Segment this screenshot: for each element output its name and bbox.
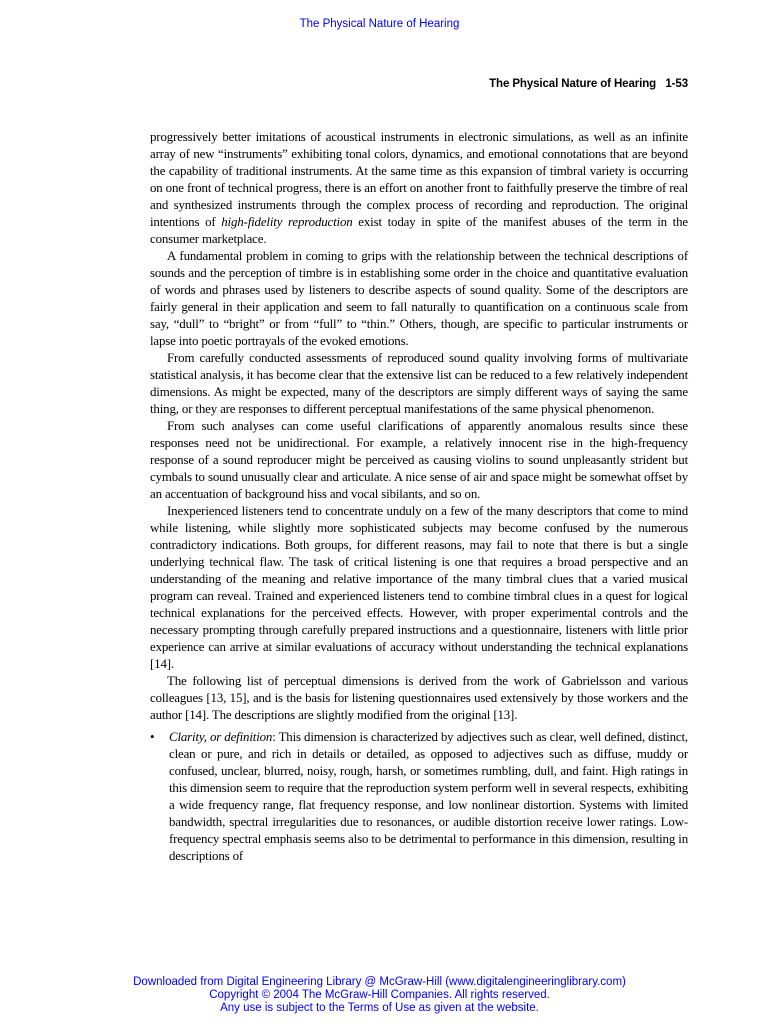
- footer-notice: [0, 976, 759, 1015]
- paragraph-3: From carefully conducted assessments of reproduced sound quality involving forms of multivariate statistical analysis, it has become clear that the extensive list can be reduced to a few relatively independent dimensions. As might be expected, many of the descriptors are simply different ways of saying the same thing, or they are responses to different perceptual manifestations of the same physical phenomenon.: [150, 351, 689, 416]
- page-body: [150, 129, 688, 865]
- list-item-term: Clarity, or definition: [169, 730, 273, 744]
- list-item-clarity: [150, 729, 688, 865]
- paragraph-2: A fundamental problem in coming to grips with the relationship between the technical descriptions of sounds and the perception of timbre is in establishing some order in the choice and quantitative evaluation of words and phrases used by listeners to describe aspects of sound quality. Some of the descriptors are fairly general in their application and seem to fall naturally to quantification on a continuous scale from say, “dull” to “bright” or from “full” to “thin.” Others, though, are specific to particular instruments or lapse into poetic portrayals of the evoked emotions.: [150, 249, 688, 348]
- perceptual-dimensions-list: [150, 729, 688, 865]
- paragraph-1-emphasis: high-fidelity reproduction: [221, 215, 353, 229]
- paragraph-5: Inexperienced listeners tend to concentrate unduly on a few of the many descriptors that come to mind while listening, while slightly more sophisticated subjects may become confused by the numerous contradictory indications. Both groups, for different reasons, may fail to note that there is but a single underlying technical flaw. The task of critical listening is one that requires a broad perspective and an understanding of the meaning and relative importance of the many timbral clues that a varied musical program can reveal. Trained and experienced listeners tend to combine timbral clues in a quest for logical technical explanations for the perceived effects. However, with proper experimental controls and the necessary prompting through carefully prepared instructions and a questionnaire, listeners with little prior experience can arrive at similar evaluations of accuracy without understanding the technical explanations [14].: [150, 504, 688, 671]
- paragraph-1-text-a: progressively better imitations of acoustical instruments in electronic simulations, as well as an infinite array of new “instruments” exhibiting tonal colors, dynamics, and emotional connotations that are beyond the capability of traditional instruments. At the same time as this expansion of timbral variety is occurring on one front of technical progress, there is an effort on another front to faithfully preserve the timbre of real and synthesized instruments through the complex process of recording and reproduction. The original intentions of: [150, 130, 688, 229]
- list-item-text: : This dimension is characterized by adjectives such as clear, well defined, distinct, clean or pure, and rich in details or detailed, as opposed to adjectives such as diffuse, muddy or confused, unclear, blurred, noisy, rough, harsh, or sometimes rumbling, dull, and faint. High ratings in this dimension seem to require that the reproduction system perform well in several respects, exhibiting a wide frequency range, flat frequency response, and low nonlinear distortion. Systems with limited bandwidth, spectral irregularities due to resonances, or audible distortion receive lower ratings. Low-frequency spectral emphasis seems also to be detrimental to performance in this dimension, resulting in descriptions of: [169, 730, 688, 863]
- paragraph-1-text-b: exist today in spite of the manifest abuses of the term in the consumer marketplace.: [150, 215, 688, 246]
- paragraph-1: [150, 129, 688, 248]
- paragraph-6: The following list of perceptual dimensions is derived from the work of Gabrielsson and various colleagues [13, 15], and is the basis for listening questionnaires used extensively by those workers and the author [14]. The descriptions are slightly modified from the original [13].: [150, 674, 688, 722]
- bullet-mark: •: [150, 730, 155, 744]
- footer-terms[interactable]: Any use is subject to the Terms of Use as given at the website.: [220, 1002, 539, 1014]
- top-header-link[interactable]: The Physical Nature of Hearing: [299, 18, 460, 30]
- running-head: The Physical Nature of Hearing 1-53: [489, 78, 688, 90]
- paragraph-4: From such analyses can come useful clarifications of apparently anomalous results since these responses need not be unidirectional. For example, a relatively innocent rise in the high-frequency response of a sound reproducer might be perceived as causing violins to sound unpleasantly strident but cymbals to sound unusually clear and articulate. A nice sense of air and space might be somewhat offset by an accentuation of background hiss and vocal sibilants, and so on.: [150, 419, 688, 501]
- footer-copyright[interactable]: Copyright © 2004 The McGraw-Hill Companies. All rights reserved.: [209, 989, 550, 1001]
- footer-download-link[interactable]: Downloaded from Digital Engineering Library @ McGraw-Hill (www.digitalengineeringlibrary.com): [133, 976, 626, 988]
